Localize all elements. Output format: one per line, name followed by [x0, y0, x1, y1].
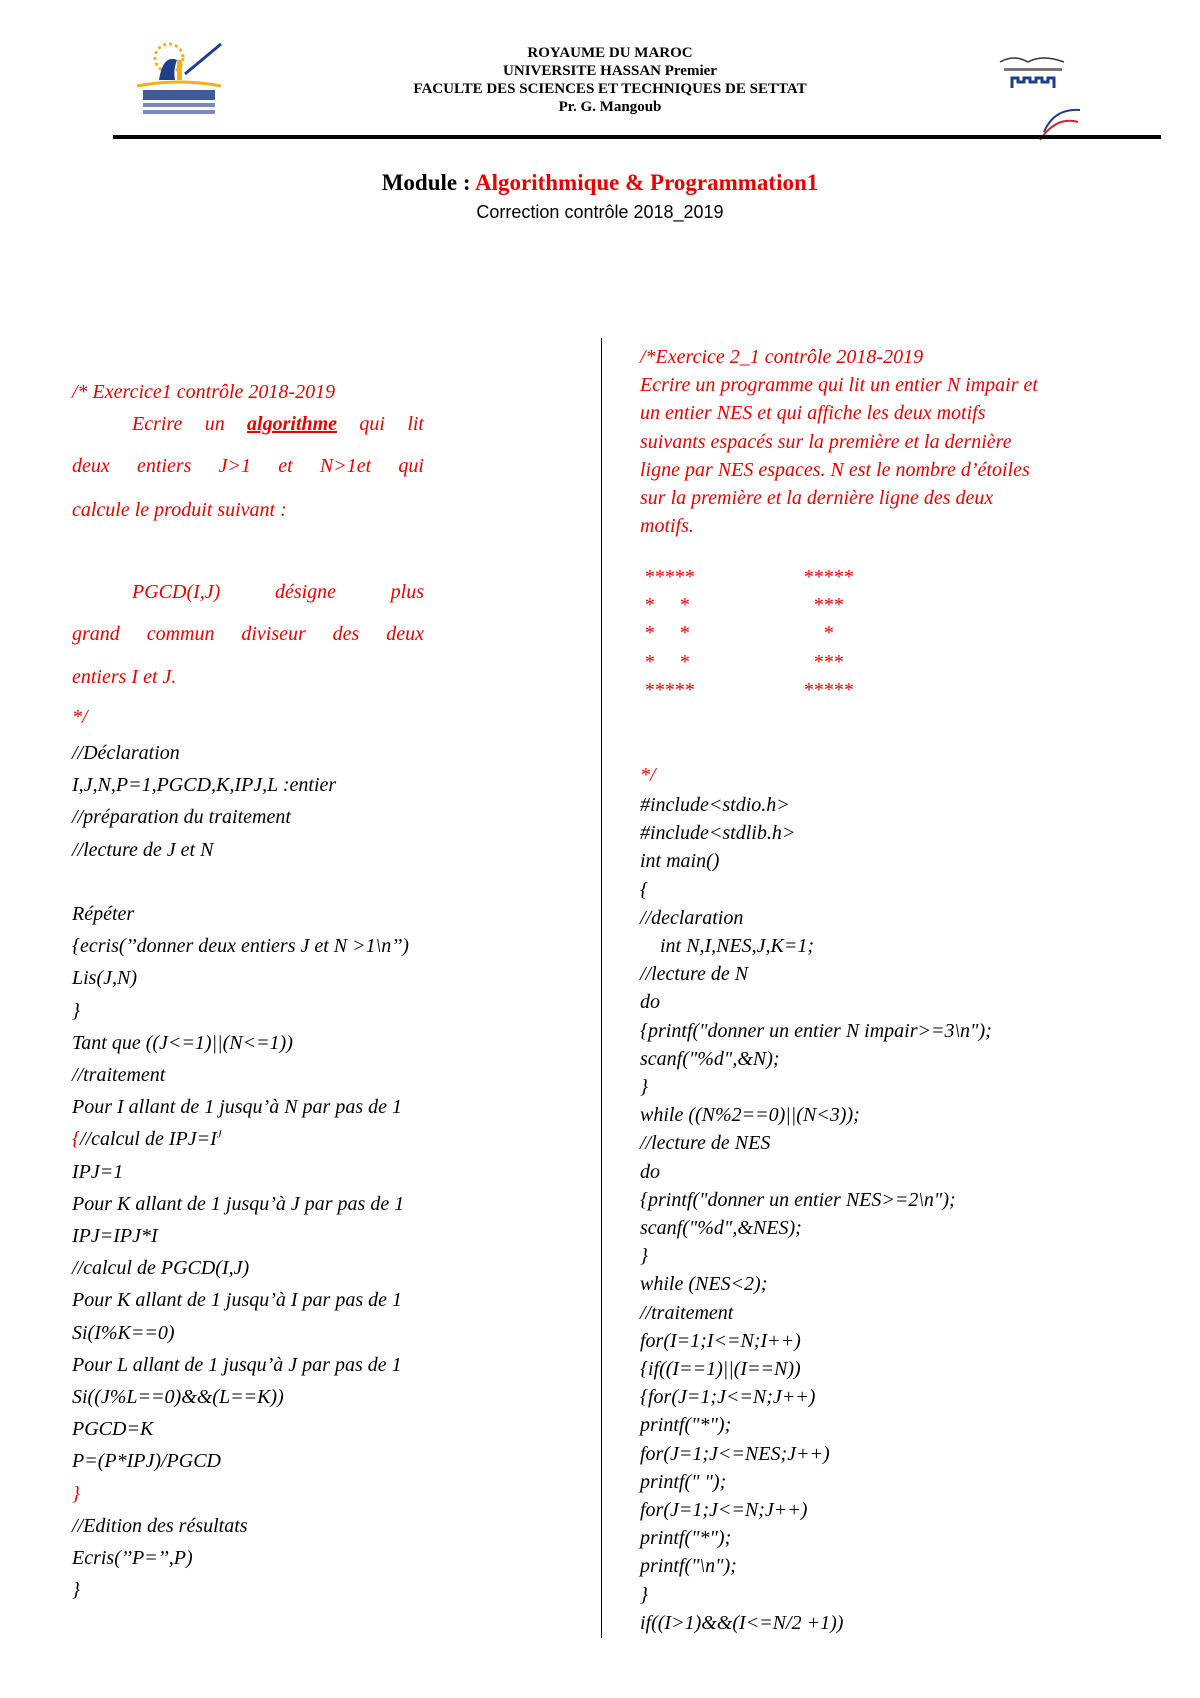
ex2-comment-end: */ — [640, 764, 656, 786]
ex2-code-line: for(I=1;I<=N;I++) — [640, 1329, 801, 1352]
ex1-code-line: Pour K allant de 1 jusqu’à J par pas de 1 — [72, 1192, 405, 1215]
ex2-code-line: {if((I==1)||(I==N)) — [640, 1358, 801, 1380]
ex1-code-line: IPJ=1 — [72, 1160, 124, 1183]
ex2-code-line: while ((N%2==0)||(N<3)); — [640, 1104, 860, 1127]
ex2-statement-line: motifs. — [640, 515, 694, 538]
column-divider — [601, 338, 602, 1638]
ex1-note-line-2: grand commun diviseur des deux — [72, 623, 424, 645]
ex2-code-line: int main() — [640, 850, 720, 873]
ex1-code-line: //lecture de J et N — [72, 838, 214, 861]
ex2-code-line: while (NES<2); — [640, 1273, 768, 1296]
ex1-code-line: {ecris(’’donner deux entiers J et N >1\n’’) — [72, 935, 409, 958]
ex2-code-line: printf(" "); — [640, 1470, 727, 1493]
ex2-code-line: {printf("donner un entier N impair>=3\n"); — [640, 1019, 992, 1042]
ex2-statement-line: sur la première et la dernière ligne des deux — [640, 487, 994, 509]
ex2-code-line: if((I>1)&&(I<=N/2 +1)) — [640, 1611, 844, 1634]
subtitle: Correction contrôle 2018_2019 — [476, 202, 724, 222]
header-rule — [113, 135, 1161, 139]
ex1-code-line: Lis(J,N) — [72, 967, 137, 990]
ex2-code-line: //lecture de N — [640, 963, 749, 986]
ex1-note-line-1: PGCD(I,J) désigne plus — [132, 581, 424, 603]
ex1-comment-start: /* Exercice1 contrôle 2018-2019 — [72, 381, 336, 403]
ex2-motif-right-line: * — [823, 622, 833, 645]
ex1-code-line: Si(I%K==0) — [72, 1321, 175, 1344]
ex2-motif-left-line: ***** — [644, 678, 694, 701]
ex2-statement-line: /*Exercice 2_1 contrôle 2018-2019 — [640, 346, 924, 368]
ex2-code-line: do — [640, 1160, 660, 1183]
ex1-code-line: Tant que ((J<=1)||(N<=1)) — [72, 1031, 293, 1054]
ex2-motif-left-line: * * — [644, 650, 689, 673]
ex1-code-line: } — [72, 999, 80, 1022]
ex1-code-line: Si((J%L==0)&&(L==K)) — [72, 1386, 284, 1408]
ex1-code-line: {//calcul de $IPJ=I^J$ — [72, 1128, 222, 1151]
ex2-code-line: for(J=1;J<=N;J++) — [640, 1499, 808, 1521]
ex2-motif-right-line: *** — [813, 650, 843, 673]
ex1-code-line: Pour L allant de 1 jusqu’à J par pas de 1 — [72, 1353, 402, 1376]
ex1-code-line: Ecris(’’P=’’,P) — [72, 1547, 193, 1569]
ex1-code-line: Pour I allant de 1 jusqu’à N par pas de 1 — [72, 1096, 402, 1119]
ex2-code-line: {for(J=1;J<=N;J++) — [640, 1386, 816, 1409]
module-title — [200, 170, 1000, 196]
ex2-code-line: //traitement — [640, 1301, 734, 1324]
ex1-statement-line-1: Ecrire un algorithme qui lit — [132, 413, 424, 435]
ex1-code-line: PGCD=K — [72, 1418, 154, 1441]
ex2-statement-line: suivants espacés sur la première et la dernière — [640, 430, 1012, 453]
ex2-code-line: {printf("donner un entier NES>=2\n"); — [640, 1188, 956, 1211]
ex2-motif-left-line: * * — [644, 622, 689, 645]
ex1-comment-end: */ — [72, 706, 88, 728]
ex2-code-line: printf("*"); — [640, 1527, 732, 1550]
ex2-code-line: //lecture de NES — [640, 1132, 771, 1155]
ex2-code-line: printf("*"); — [640, 1414, 732, 1437]
ex1-code-line: Répéter — [72, 903, 135, 925]
ex1-code-line: //Edition des résultats — [72, 1514, 248, 1537]
ex1-statement-line-2: deux entiers J>1 et N>1et qui — [72, 455, 424, 477]
ex2-code-line: { — [640, 878, 648, 901]
ex1-code-line: P=(P*IPJ)/PGCD — [72, 1450, 222, 1473]
ex2-code-line: scanf("%d",&NES); — [640, 1217, 802, 1239]
algorithme-keyword: algorithme — [247, 413, 338, 435]
ex2-statement-line: ligne par NES espaces. N est le nombre d’étoiles — [640, 458, 1030, 481]
ex2-statement-line: un entier NES et qui affiche les deux motifs — [640, 402, 986, 425]
ex2-motif-right-line: *** — [813, 594, 843, 617]
ex2-code-line: } — [640, 1076, 648, 1098]
ex1-code-line: //calcul de PGCD(I,J) — [72, 1257, 250, 1280]
ex2-motif-right-line: ***** — [803, 566, 853, 588]
ex1-code-line: //préparation du traitement — [72, 806, 291, 829]
module-name: Algorithmique & Programmation1 — [475, 170, 819, 195]
header-faculty: FACULTE DES SCIENCES ET TECHNIQUES DE SETTAT — [413, 81, 807, 97]
faculty-logo — [133, 40, 225, 120]
header-kingdom: ROYAUME DU MAROC — [527, 45, 693, 61]
university-logo — [994, 52, 1084, 147]
ex2-code-line: for(J=1;J<=NES;J++) — [640, 1442, 830, 1465]
ex1-code-line: //traitement — [72, 1064, 166, 1086]
module-label: Module : — [381, 170, 475, 195]
ex2-code-line: int N,I,NES,J,K=1; — [640, 935, 815, 957]
ex2-code-line: scanf("%d",&N); — [640, 1047, 780, 1070]
ex2-code-line: } — [640, 1583, 648, 1606]
ex1-code-line: Pour K allant de 1 jusqu’à I par pas de 1 — [72, 1289, 402, 1312]
ex2-code-line: } — [640, 1245, 648, 1268]
ex2-motif-left-line: ***** — [644, 566, 694, 588]
ex2-motif-left-line: * * — [644, 594, 689, 617]
header-professor: Pr. G. Mangoub — [558, 99, 662, 115]
ex1-statement-line-3: calcule le produit suivant : — [72, 499, 287, 521]
ex2-code-line: printf("\n"); — [640, 1555, 737, 1578]
ex1-code-line: } — [72, 1482, 80, 1505]
ex2-statement-line: Ecrire un programme qui lit un entier N impair et — [640, 374, 1038, 397]
ex1-code-line: } — [72, 1579, 80, 1602]
ex2-code-line: do — [640, 991, 660, 1014]
ex1-note-line-3: entiers I et J. — [72, 666, 177, 688]
ex1-code-line: IPJ=IPJ*I — [72, 1225, 158, 1247]
ex1-code-line: //Déclaration — [72, 742, 180, 764]
ex2-motif-right-line: ***** — [803, 678, 853, 701]
ex1-code-line: I,J,N,P=1,PGCD,K,IPJ,L :entier — [72, 774, 337, 797]
ex2-code-line: #include<stdio.h> — [640, 794, 790, 816]
header-university: UNIVERSITE HASSAN Premier — [503, 63, 717, 79]
ex2-code-line: //declaration — [640, 906, 744, 929]
ex2-code-line: #include<stdlib.h> — [640, 822, 796, 845]
